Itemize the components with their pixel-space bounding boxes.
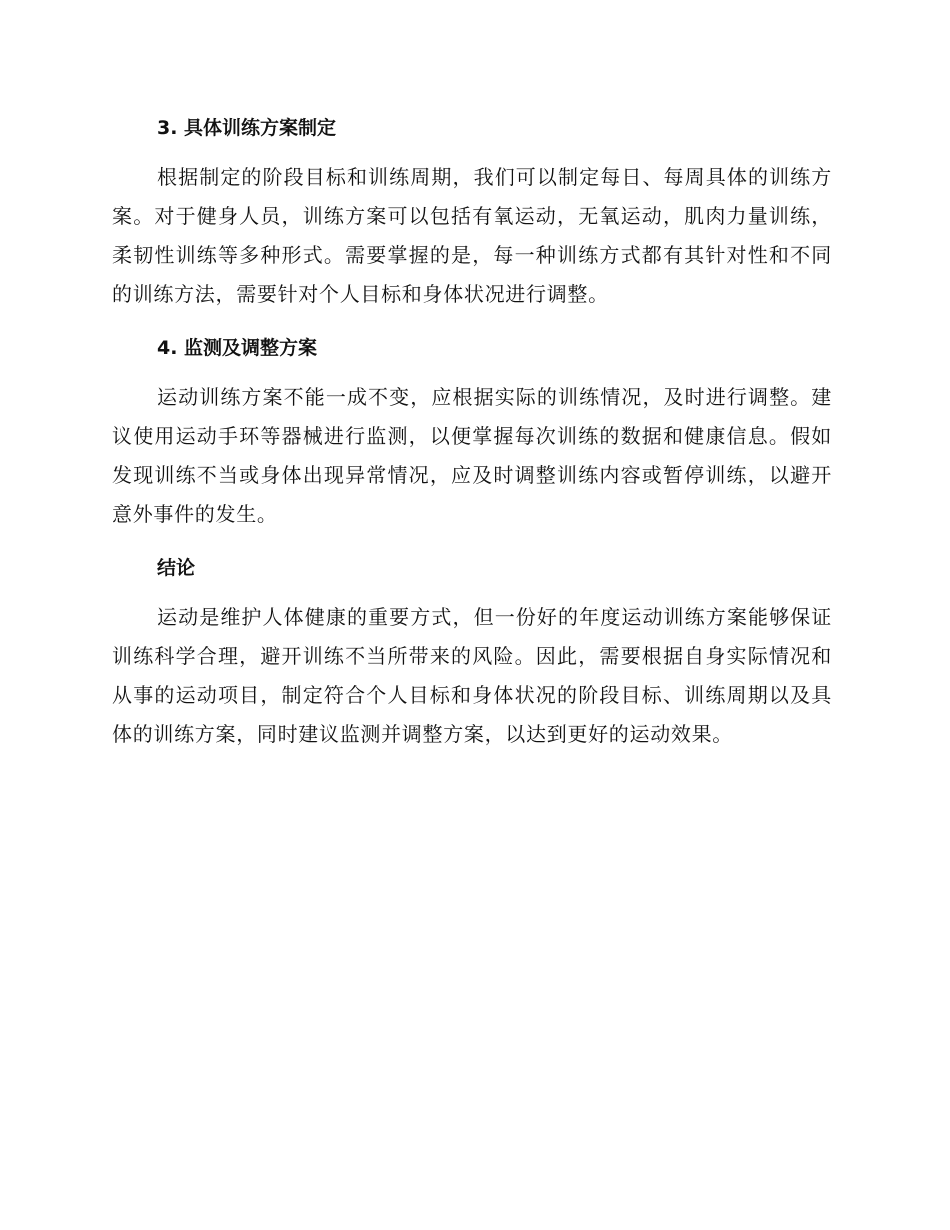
section-heading-conclusion: 结论: [157, 557, 196, 579]
section-paragraph-conclusion: 运动是维护人体健康的重要方式，但一份好的年度运动训练方案能够保证训练科学合理，避开训练不当所带来的风险。因此，需要根据自身实际情况和从事的运动项目，制定符合个人目标和身体状况的阶段目标、训练周期以及具体的训练方案，同时建议监测并调整方案，以达到更好的运动效果。: [112, 605, 832, 746]
section-paragraph-monitoring: 运动训练方案不能一成不变，应根据实际的训练情况，及时进行调整。建议使用运动手环等器械进行监测，以便掌握每次训练的数据和健康信息。假如发现训练不当或身体出现异常情况，应及时调整训练内容或暂停训练，以避开意外事件的发生。: [112, 385, 832, 526]
section-paragraph-training-plan: 根据制定的阶段目标和训练周期，我们可以制定每日、每周具体的训练方案。对于健身人员，训练方案可以包括有氧运动，无氧运动，肌肉力量训练，柔韧性训练等多种形式。需要掌握的是，每一种训练方式都有其针对性和不同的训练方法，需要针对个人目标和身体状况进行调整。: [112, 165, 832, 306]
section-heading-monitoring: 4. 监测及调整方案: [157, 337, 318, 359]
section-heading-training-plan: 3. 具体训练方案制定: [157, 117, 337, 139]
document-body: [112, 110, 832, 770]
